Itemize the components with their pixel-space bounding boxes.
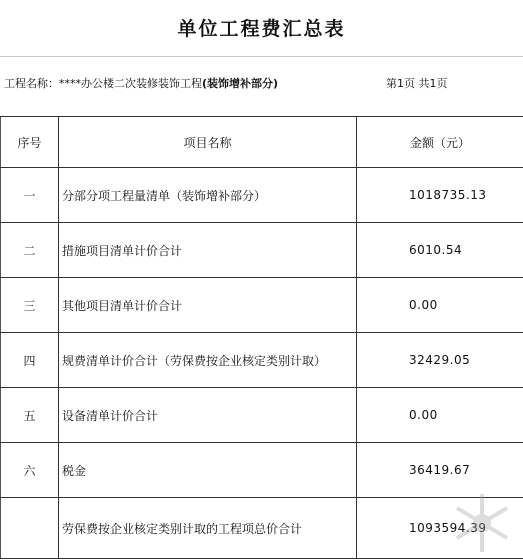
table-row <box>1 498 523 559</box>
row-amount: 0.00 <box>357 388 523 443</box>
table-row <box>1 223 523 278</box>
row-name: 设备清单计价合计 <box>59 388 357 443</box>
header-no: 序号 <box>1 117 59 168</box>
table-row <box>1 443 523 498</box>
row-no <box>1 498 59 559</box>
row-no: 二 <box>1 223 59 278</box>
project-name: ****办公楼二次装修装饰工程 <box>59 77 202 90</box>
table-row <box>1 333 523 388</box>
row-no: 四 <box>1 333 59 388</box>
row-name: 劳保费按企业核定类别计取的工程项总价合计 <box>59 498 357 559</box>
logo-watermark-icon <box>447 488 517 558</box>
page-info: 第1页 共1页 <box>386 77 448 90</box>
row-no: 三 <box>1 278 59 333</box>
row-amount: 1018735.13 <box>357 168 523 223</box>
row-name: 税金 <box>59 443 357 498</box>
row-name: 规费清单计价合计（劳保费按企业核定类别计取） <box>59 333 357 388</box>
row-amount: 1093594.39 <box>357 498 523 559</box>
row-amount: 32429.05 <box>357 333 523 388</box>
table-row <box>1 278 523 333</box>
table-header-row <box>1 117 523 168</box>
title-divider <box>0 56 523 57</box>
row-amount: 0.00 <box>357 278 523 333</box>
project-name-suffix: (装饰增补部分) <box>202 77 279 90</box>
header-name: 项目名称 <box>59 117 357 168</box>
page-title: 单位工程费汇总表 <box>177 18 346 40</box>
row-name: 分部分项工程量清单（装饰增补部分） <box>59 168 357 223</box>
table-row <box>1 388 523 443</box>
project-label: 工程名称： <box>4 77 59 90</box>
row-name: 措施项目清单计价合计 <box>59 223 357 278</box>
row-amount: 6010.54 <box>357 223 523 278</box>
row-no: 五 <box>1 388 59 443</box>
header-amount: 金额（元） <box>357 117 523 168</box>
row-no: 一 <box>1 168 59 223</box>
row-no: 六 <box>1 443 59 498</box>
cost-summary-table <box>0 116 523 559</box>
table-row <box>1 168 523 223</box>
row-name: 其他项目清单计价合计 <box>59 278 357 333</box>
row-amount: 36419.67 <box>357 443 523 498</box>
project-meta <box>4 76 278 92</box>
